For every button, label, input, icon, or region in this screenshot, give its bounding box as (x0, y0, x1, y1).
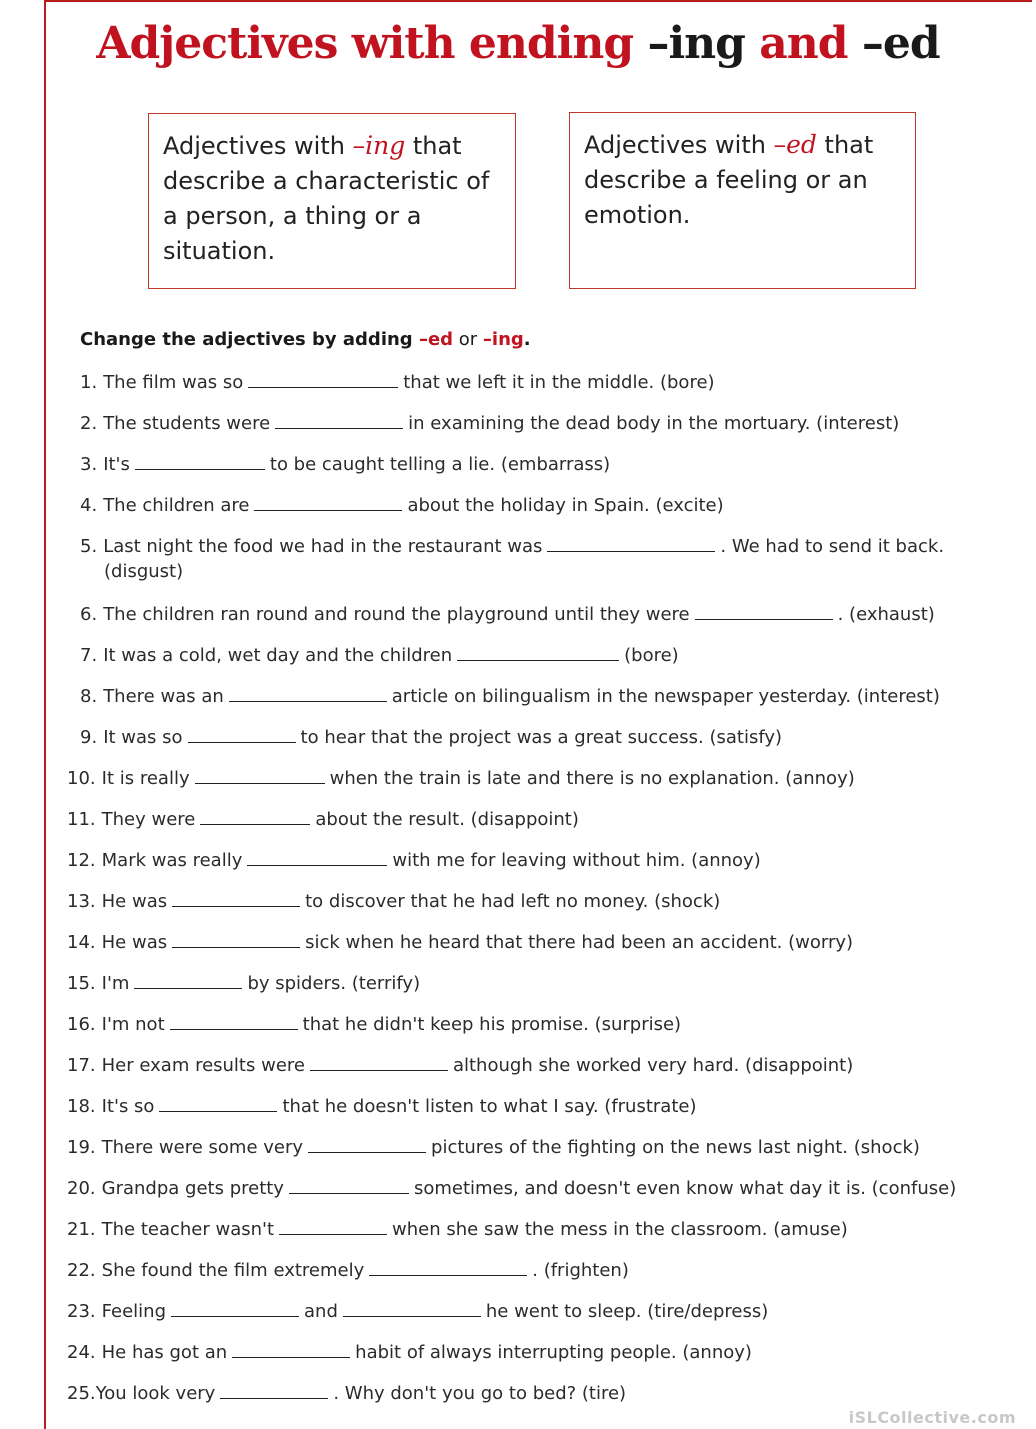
watermark: iSLCollective.com (848, 1408, 1016, 1427)
definition-box-ed (569, 112, 916, 289)
answer-blank[interactable] (369, 1257, 527, 1276)
question-text-before: He has got an (101, 1342, 228, 1363)
answer-blank[interactable] (159, 1093, 277, 1112)
question-number: 3. (80, 454, 98, 475)
question-text-before: Feeling (101, 1301, 166, 1322)
question-13 (67, 888, 720, 915)
question-18 (67, 1093, 697, 1120)
question-text-after: in examining the dead body in the mortuary. (interest) (408, 413, 900, 434)
question-number: 5. (80, 536, 98, 557)
question-number: 23. (67, 1301, 96, 1322)
question-3 (80, 451, 610, 478)
question-text-after: when the train is late and there is no explanation. (annoy) (329, 768, 855, 789)
question-5 (80, 533, 945, 582)
answer-blank[interactable] (200, 806, 310, 825)
question-22 (67, 1257, 629, 1284)
answer-blank[interactable] (279, 1216, 387, 1235)
question-7 (80, 642, 679, 669)
question-number: 18. (67, 1096, 96, 1117)
question-text-before: The children are (103, 495, 250, 516)
question-text-before: I'm not (101, 1014, 165, 1035)
answer-blank[interactable] (247, 847, 387, 866)
question-number: 7. (80, 645, 98, 666)
question-4 (80, 492, 724, 519)
question-number: 24. (67, 1342, 96, 1363)
question-12 (67, 847, 761, 874)
question-text-after: he went to sleep. (tire/depress) (485, 1301, 769, 1322)
question-number: 13. (67, 891, 96, 912)
question-text-before: Last night the food we had in the restaurant was (103, 536, 543, 557)
question-text-after: about the result. (disappoint) (315, 809, 579, 830)
question-2 (80, 410, 899, 437)
box-ing-prefix: Adjectives with (163, 132, 353, 160)
question-number: 8. (80, 686, 98, 707)
question-text-after: that he doesn't listen to what I say. (frustrate) (282, 1096, 697, 1117)
title-part-3: and (744, 18, 862, 69)
question-text-before: They were (101, 809, 196, 830)
instruction-or: or (453, 329, 483, 350)
title-part-2: –ing (647, 18, 745, 69)
question-text-before: He was (101, 932, 168, 953)
instruction-end: . (523, 329, 531, 350)
question-text-after: to discover that he had left no money. (shock) (305, 891, 721, 912)
definition-box-ing (148, 113, 516, 289)
instruction-lead: Change the adjectives by adding (80, 329, 419, 350)
question-21 (67, 1216, 848, 1243)
question-14 (67, 929, 853, 956)
question-16 (67, 1011, 681, 1038)
question-15 (67, 970, 420, 997)
question-text-before: He was (101, 891, 168, 912)
question-text-after: . Why don't you go to bed? (tire) (333, 1383, 627, 1404)
question-text-before: It was a cold, wet day and the children (103, 645, 453, 666)
box-ing-suffix: –ing (352, 131, 406, 160)
question-text-after: . (exhaust) (837, 604, 935, 625)
box-ed-prefix: Adjectives with (584, 131, 774, 159)
answer-blank[interactable] (308, 1134, 426, 1153)
question-23 (67, 1298, 768, 1325)
question-text-after: . We had to send it back. (720, 536, 945, 557)
question-number: 22. (67, 1260, 96, 1281)
answer-blank[interactable] (275, 410, 403, 429)
answer-blank[interactable] (172, 888, 300, 907)
question-number: 11. (67, 809, 96, 830)
question-text-after: when she saw the mess in the classroom. (amuse) (392, 1219, 848, 1240)
question-text-before: It was so (103, 727, 183, 748)
answer-blank[interactable] (232, 1339, 350, 1358)
question-text-before: The film was so (103, 372, 244, 393)
question-24 (67, 1339, 752, 1366)
question-text-before: It is really (101, 768, 190, 789)
question-9 (80, 724, 782, 751)
answer-blank[interactable] (289, 1175, 409, 1194)
question-text-after: to hear that the project was a great success. (satisfy) (300, 727, 783, 748)
question-text-after: sick when he heard that there had been an accident. (worry) (305, 932, 854, 953)
answer-blank[interactable] (170, 1011, 298, 1030)
answer-blank[interactable] (135, 451, 265, 470)
box-ed-suffix: –ed (773, 130, 817, 159)
question-text-after: to be caught telling a lie. (embarrass) (269, 454, 611, 475)
question-text-middle: and (304, 1301, 338, 1322)
question-17 (67, 1052, 853, 1079)
question-text-before: It's so (101, 1096, 155, 1117)
question-text-after: habit of always interrupting people. (annoy) (355, 1342, 752, 1363)
question-20 (67, 1175, 956, 1202)
question-text-before: You look very (95, 1383, 216, 1404)
question-number: 16. (67, 1014, 96, 1035)
question-number: 1. (80, 372, 98, 393)
question-text-after: although she worked very hard. (disappoint) (452, 1055, 854, 1076)
question-text-before: There was an (103, 686, 224, 707)
question-text-before: Grandpa gets pretty (101, 1178, 284, 1199)
answer-blank[interactable] (171, 1298, 299, 1317)
question-text-before: The children ran round and round the playground until they were (103, 604, 690, 625)
title-part-1: Adjectives with ending (96, 18, 648, 69)
question-continuation: (disgust) (104, 561, 184, 582)
question-text-before: The students were (103, 413, 271, 434)
question-text-before: Mark was really (101, 850, 243, 871)
question-text-after: with me for leaving without him. (annoy) (392, 850, 761, 871)
question-number: 20. (67, 1178, 96, 1199)
question-number: 19. (67, 1137, 96, 1158)
question-text-after: article on bilingualism in the newspaper yesterday. (interest) (391, 686, 940, 707)
box-ing-text: that describe a characteristic of a person, a thing or a situation. (163, 132, 490, 265)
question-number: 9. (80, 727, 98, 748)
question-text-after: by spiders. (terrify) (247, 973, 421, 994)
question-number: 17. (67, 1055, 96, 1076)
answer-blank[interactable] (254, 492, 402, 511)
question-text-before: She found the film extremely (101, 1260, 365, 1281)
question-19 (67, 1134, 920, 1161)
question-text-after: pictures of the fighting on the news last night. (shock) (431, 1137, 920, 1158)
question-number: 10. (67, 768, 96, 789)
question-11 (67, 806, 579, 833)
question-8 (80, 683, 940, 710)
answer-blank[interactable] (695, 601, 833, 620)
answer-blank[interactable] (220, 1380, 328, 1399)
instruction-ed: –ed (418, 329, 454, 350)
box-ed-text: that describe a feeling or an emotion. (584, 131, 874, 229)
answer-blank[interactable] (547, 533, 715, 552)
answer-blank[interactable] (310, 1052, 448, 1071)
answer-blank[interactable] (188, 724, 296, 743)
answer-blank[interactable] (248, 369, 398, 388)
question-text-before: The teacher wasn't (101, 1219, 275, 1240)
answer-blank[interactable] (172, 929, 300, 948)
answer-blank-2[interactable] (343, 1298, 481, 1317)
instruction-ing: –ing (482, 329, 524, 350)
question-text-after: sometimes, and doesn't even know what day it is. (confuse) (413, 1178, 957, 1199)
title-part-4: –ed (861, 18, 940, 69)
question-number: 4. (80, 495, 98, 516)
worksheet-title (0, 18, 1036, 69)
answer-blank[interactable] (229, 683, 387, 702)
answer-blank[interactable] (457, 642, 619, 661)
question-text-after: about the holiday in Spain. (excite) (407, 495, 724, 516)
answer-blank[interactable] (134, 970, 242, 989)
question-number: 21. (67, 1219, 96, 1240)
question-number: 6. (80, 604, 98, 625)
question-text-before: It's (103, 454, 130, 475)
question-number: 12. (67, 850, 96, 871)
question-6 (80, 601, 935, 628)
question-text-before: There were some very (101, 1137, 304, 1158)
question-number: 15. (67, 973, 96, 994)
question-10 (67, 765, 855, 792)
question-text-after: that we left it in the middle. (bore) (403, 372, 715, 393)
question-text-before: Her exam results were (101, 1055, 305, 1076)
question-text-after: . (frighten) (532, 1260, 629, 1281)
answer-blank[interactable] (195, 765, 325, 784)
question-text-before: I'm (101, 973, 130, 994)
question-1 (80, 369, 715, 396)
question-text-after: (bore) (624, 645, 679, 666)
question-text-after: that he didn't keep his promise. (surprise) (302, 1014, 682, 1035)
question-number: 2. (80, 413, 98, 434)
instructions (80, 329, 531, 350)
question-number: 25. (67, 1383, 96, 1404)
question-number: 14. (67, 932, 96, 953)
question-25 (67, 1380, 626, 1407)
